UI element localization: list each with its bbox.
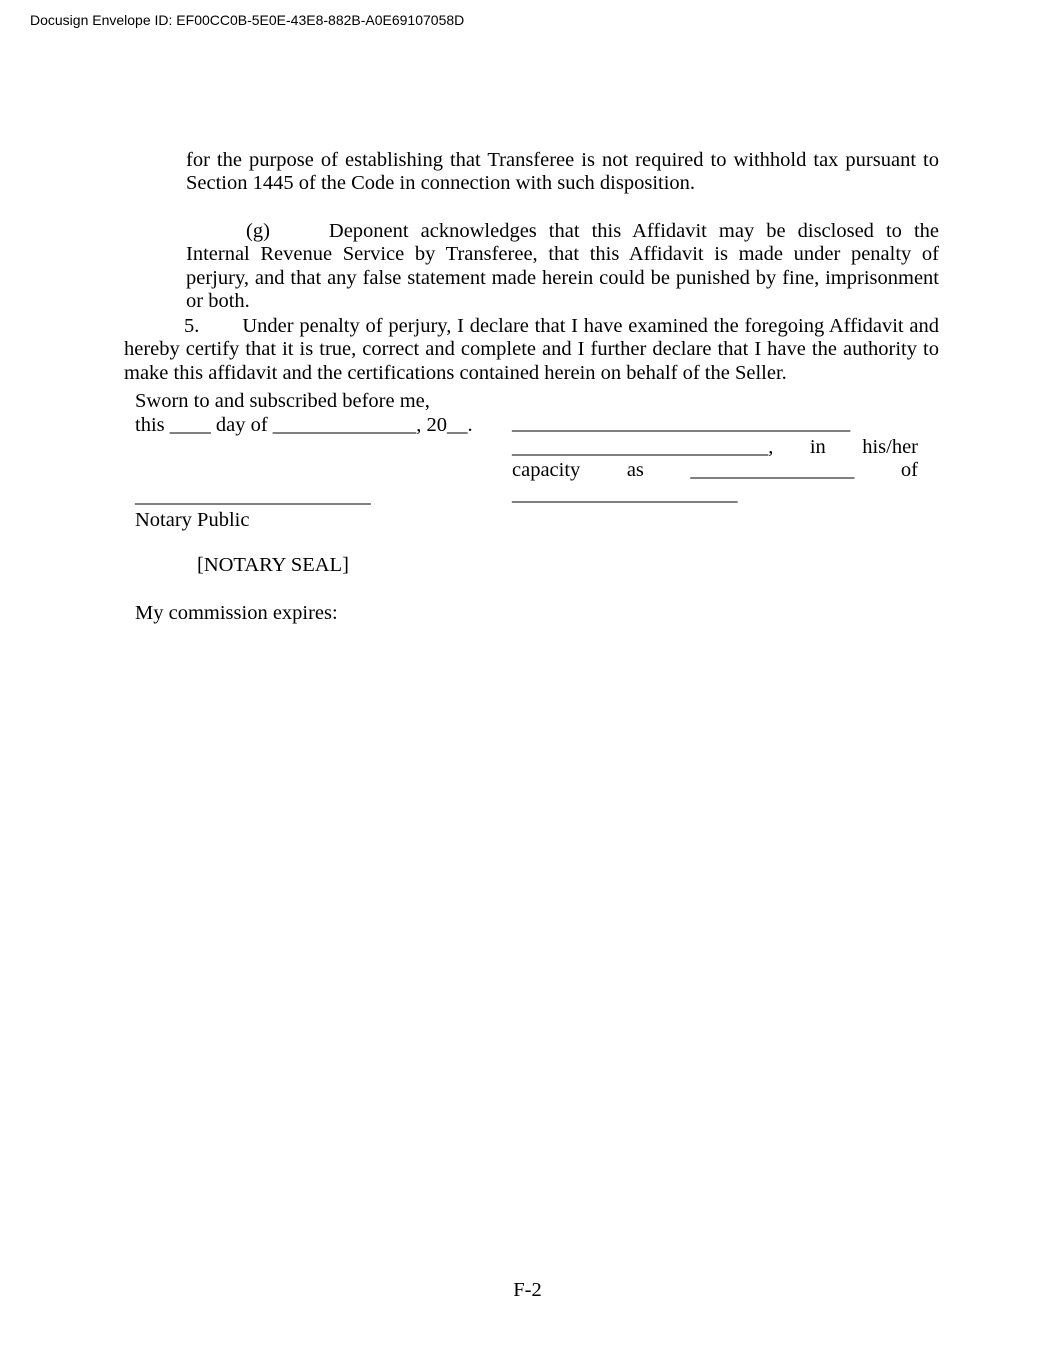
paragraph-5 bbox=[124, 315, 939, 386]
signer-signature-block bbox=[512, 412, 918, 506]
word-in: in bbox=[809, 435, 826, 458]
paragraph-5-text: Under penalty of perjury, I declare that I have examined the foregoing Affidavit and hereby certify that it is true, correct and complete and I further declare that I have the authority to make this affidavit and the certifications contained herein on behalf of the Seller. bbox=[124, 314, 939, 384]
paragraph-g-label: (g) bbox=[246, 219, 270, 242]
notary-signature-blank: _______________________ bbox=[135, 485, 371, 507]
word-of: of bbox=[900, 459, 918, 481]
docusign-envelope-id: Docusign Envelope ID: EF00CC0B-5E0E-43E8-882B-A0E69107058D bbox=[30, 12, 465, 28]
notary-signature-block bbox=[135, 485, 371, 532]
notary-jurat-block bbox=[135, 390, 473, 437]
paragraph-g-text: Deponent acknowledges that this Affidavit may be disclosed to the Internal Revenue Service by Transferee, that this Affidavit is made under penalty of perjury, and that any false statement made herein could be punished by fine, imprisonment or both. bbox=[186, 219, 939, 312]
paragraph-g bbox=[186, 220, 939, 314]
signer-entity-blank: ______________________ bbox=[512, 482, 738, 505]
page-number-footer: F-2 bbox=[513, 1279, 542, 1301]
signer-capacity-blank: ________________ bbox=[690, 459, 855, 481]
word-as: as bbox=[626, 459, 644, 481]
paragraph-5-label: 5. bbox=[184, 314, 200, 337]
commission-expires-line: My commission expires: bbox=[135, 602, 338, 624]
paragraph-intro: for the purpose of establishing that Transferee is not required to withhold tax pursuant to Section 1445 of the Code in connection with such disposition. bbox=[186, 148, 939, 194]
signer-capacity-line-2 bbox=[512, 459, 918, 483]
notary-date-line: this ____ day of ______________, 20__. bbox=[135, 413, 473, 436]
signer-title-blank-1: _________________________, bbox=[512, 435, 774, 458]
notary-seal-placeholder: [NOTARY SEAL] bbox=[197, 554, 349, 576]
notary-public-label: Notary Public bbox=[135, 508, 250, 531]
signer-capacity-line-1 bbox=[512, 436, 918, 460]
sworn-statement-line: Sworn to and subscribed before me, bbox=[135, 390, 430, 412]
word-his-her: his/her bbox=[862, 435, 918, 458]
signer-name-blank: _________________________________ bbox=[512, 412, 851, 434]
word-capacity: capacity bbox=[512, 459, 581, 481]
